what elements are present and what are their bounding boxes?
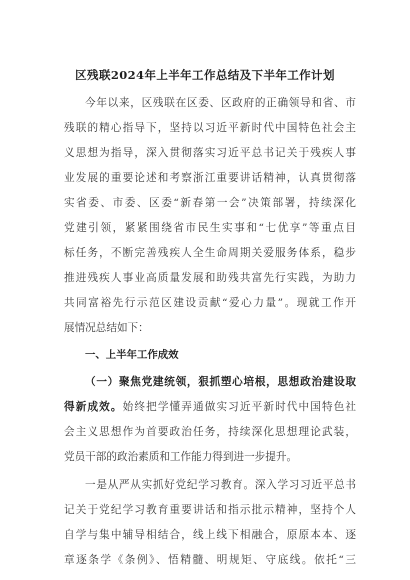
intro-paragraph xyxy=(64,91,356,341)
text-line: 业发展的重要论述和考察浙江重要讲话精神，认真贯彻落 xyxy=(64,172,356,184)
text-line: 今年以来，区残联在区委、区政府的正确领导和省、市 xyxy=(85,97,356,109)
text-line: 自学与集中辅导相结合，线上线下相融合，原原本本、逐 xyxy=(64,529,356,541)
subsection-heading-tail: 得新成效。 xyxy=(64,401,123,413)
subsection-paragraph xyxy=(64,370,356,470)
section-heading: 一、上半年工作成效 xyxy=(85,349,179,361)
subsection-heading: （一）聚焦党建统领，狠抓塑心培根，思想政治建设取 xyxy=(85,376,356,388)
text-line: 党建引领，紧紧围绕省市民生实事和“七优享”等重点目 xyxy=(64,222,356,234)
text-line: 残联的精心指导下，坚持以习近平新时代中国特色社会主 xyxy=(64,122,356,134)
text-line: 实省委、市委、区委“新春第一会”决策部署，持续深化 xyxy=(64,197,356,209)
text-line: 记关于党纪学习教育重要讲话和指示批示精神，坚持个人 xyxy=(64,504,356,516)
section-heading-block xyxy=(64,343,356,368)
text-line: 标任务，不断完善残疾人全生命周期关爱服务体系，稳步 xyxy=(64,247,356,259)
text-line: 推进残疾人事业高质量发展和助残共富先行实践，为助力 xyxy=(64,272,356,284)
text-line: 展情况总结如下： xyxy=(64,322,149,334)
paragraph-party-discipline xyxy=(64,473,356,573)
text-line: 一是从严从实抓好党纪学习教育。深入学习习近平总书 xyxy=(85,479,356,491)
text-line: 党员干部的政治素质和工作能力得到进一步提升。 xyxy=(64,451,298,463)
text-line: 义思想为指导，深入贯彻落实习近平总书记关于残疾人事 xyxy=(64,147,356,159)
text-line: 会主义思想作为首要政治任务，持续深化思想理论武装， xyxy=(64,426,356,438)
text-line: 得新成效。始终把学懂弄通做实习近平新时代中国特色社 xyxy=(64,401,356,413)
document-title: 区残联2024年上半年工作总结及下半年工作计划 xyxy=(75,68,335,82)
text-line: 章逐条学《条例》、悟精髓、明规矩、守底线。依托“三 xyxy=(64,554,356,566)
text-line: 共同富裕先行示范区建设贡献“爱心力量”。现就工作开 xyxy=(64,297,356,309)
